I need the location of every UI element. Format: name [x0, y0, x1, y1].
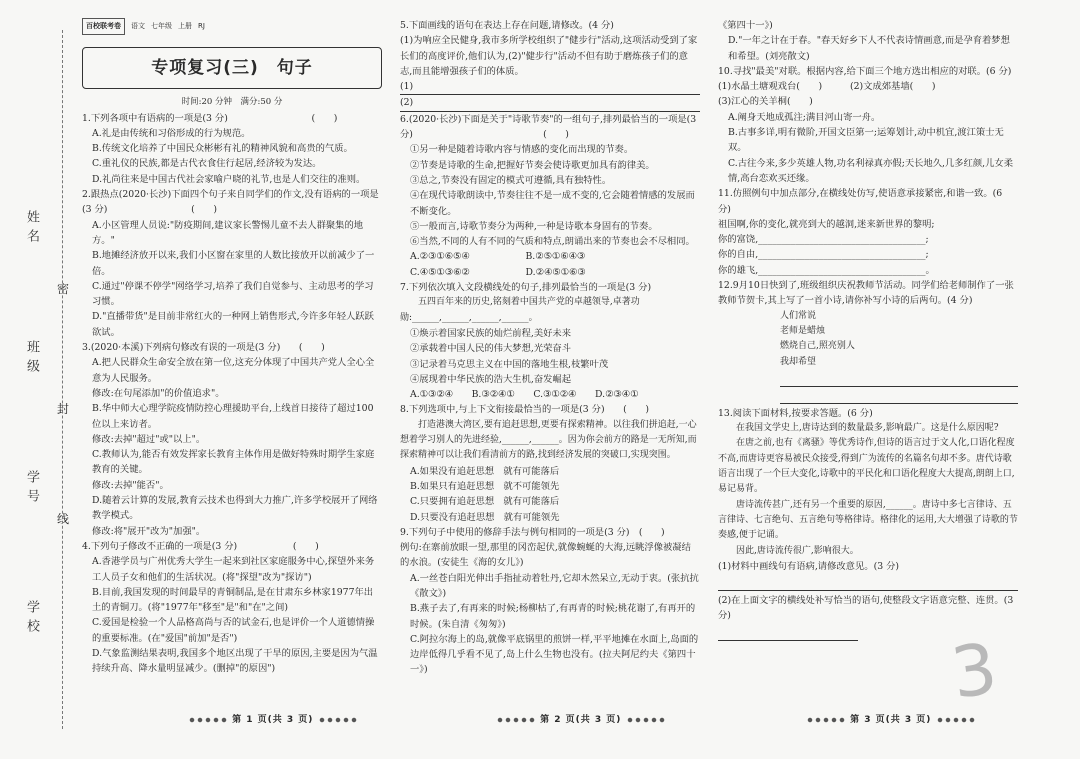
- text-line: (1)水晶土塘观戏台( ) (2)文成郊基墙( ): [718, 81, 936, 93]
- exam-meta: 时间:20 分钟 满分:50 分: [181, 97, 283, 108]
- grade-label: 七年级: [151, 22, 172, 30]
- text-line: A.①③②④ B.③②④① C.③①②④ D.②③④①: [410, 389, 639, 401]
- text-line: A.②③①⑥⑤④ B.②⑤①⑥④③: [410, 251, 586, 263]
- page-1-column: [82, 18, 382, 677]
- text-line: C.只要拥有追赶思想 就有可能落后: [410, 496, 560, 508]
- text-line: D."一年之计在于春。"春天好乡下人不代表诗情画意,而是孕育着梦想和希望。(刘亮散文): [728, 35, 1010, 62]
- page-title: 专项复习(三) 句子: [82, 47, 382, 89]
- number-field: 学号: [24, 470, 39, 508]
- text-line: 5.下面画线的语句在表达上存在问题,请修改。(4 分): [400, 20, 614, 31]
- text-line: D.礼尚往来是中国古代社会家喻户晓的礼节,也是人们交往的准则。: [92, 173, 366, 185]
- text-line: ②承载着中国人民的伟大梦想,光荣奋斗: [410, 343, 572, 355]
- text-line: C.古往今来,多少英雄人物,功名利禄真亦假;天长地久,几多红颜,儿女柔情,高台恋欢买还缘。: [728, 157, 1014, 184]
- text-line: 五四百年来的历史,铭刻着中国共产党的卓越领导,卓著功勋:______,______,______,______。: [400, 297, 640, 323]
- text-line: ①焕示着国家民族的灿烂前程,美好未来: [410, 327, 572, 339]
- text-line: 3.(2020·本溪)下列病句修改有误的一项是(3 分) ( ): [82, 342, 325, 354]
- page-footer-1: 第 1 页(共 3 页): [188, 712, 358, 725]
- answer-line[interactable]: [718, 576, 1018, 591]
- subject-label: 语文: [131, 22, 145, 30]
- text-line: 唐诗流传甚广,还有另一个重要的原因,______。唐诗中多七言律诗、五言律诗、七言绝句、五言绝句等格律诗。格律化的运用,大大增强了诗歌的节奏感,便于记诵。: [718, 499, 1018, 541]
- text-line: 1.下列各项中有语病的一项是(3 分) ( ): [82, 112, 338, 124]
- text-line: B.目前,我国发现的时间最早的青铜制品,是在甘肃东乡林家1977年出土的青铜刀。(将"1977年"移至"是"和"在"之间): [92, 586, 374, 614]
- text-line: ③总之,节奏没有固定的模式可遵循,具有独特性。: [410, 174, 612, 186]
- text-line: 9.下列句子中使用的修辞手法与例句相同的一项是(3 分) ( ): [400, 526, 665, 538]
- text-line: ④展现着中华民族的浩大生机,奋发崛起: [410, 373, 572, 385]
- brand-label: 百校联考卷: [82, 18, 125, 35]
- text-line: 因此,唐诗流传很广,影响很大。: [736, 545, 859, 556]
- answer-line[interactable]: [718, 626, 858, 641]
- text-line: A.礼是由传统和习俗形成的行为规范。: [92, 127, 251, 139]
- text-line: 在我国文学史上,唐诗达到的数量最多,影响最广。这是什么原因呢?: [736, 423, 999, 434]
- text-line: B.华中师大心理学院疫情防控心理援助平台,上线首日接待了超过100位以上来访者。: [92, 403, 374, 430]
- text-line: ⑥当然,不同的人有不同的气质和特点,朗诵出来的节奏也会不尽相同。: [410, 236, 695, 248]
- text-line: (3)江心的关羊桐( ): [718, 96, 813, 108]
- seal-mark-3: 线: [56, 512, 69, 526]
- term-label: 上册: [178, 22, 192, 30]
- text-line: C.重礼仪的民族,都是古代衣食住行起居,经济较为发达。: [92, 158, 322, 170]
- text-line: (2): [400, 95, 700, 111]
- school-field: 学校: [24, 600, 39, 638]
- text-line: C.阿拉尔海上的岛,就像平底锅里的煎饼一样,平平地摊在水面上,岛面的边岸低得几乎看不见了,岛上什么生物也没有。(拉夫阿尼约夫《第四十一》): [410, 633, 699, 676]
- text-line: A.一丝苍白阳光伸出手指扯动着牡丹,它却木然呆立,无动于衷。(张抗抗《散文》): [410, 572, 699, 599]
- text-line: (1): [400, 79, 700, 95]
- text-line: D.随着云计算的发展,教育云技术也得到大力推广,许多学校展开了网络教学模式。: [92, 495, 378, 522]
- text-line: C.通过"停课不停学"网络学习,培养了我们自觉参与、主动思考的学习习惯。: [92, 280, 374, 308]
- text-line: 你的雄飞,____________________________________。: [718, 264, 935, 276]
- text-line: 燃烧自己,照亮别人: [780, 341, 855, 352]
- page-footer-2: 第 2 页(共 3 页): [496, 712, 666, 725]
- text-line: C.④⑤①③⑥② D.②④⑤①⑥③: [410, 266, 586, 278]
- text-line: D.气象监测结果表明,我国多个地区出现了干旱的原因,主要是因为气温持续升高、降水量明显减少。(删掉"的原因"): [92, 647, 378, 675]
- text-line: 4.下列句子修改不正确的一项是(3 分) ( ): [82, 540, 319, 552]
- text-line: 你的富饶,____________________________________;: [718, 234, 929, 246]
- text-line: ①另一种是随着诗歌内容与情感的变化而出现的节奏。: [410, 144, 634, 156]
- text-line: 12.9月10日快到了,班级组织庆祝教师节活动。同学们给老师制作了一张教师节贺卡,其上写了一首小诗,请你补写小诗的后两句。(4 分): [718, 280, 1014, 307]
- text-line: A.把人民群众生命安全放在第一位,这充分体现了中国共产党人全心全意为人民服务。: [92, 357, 375, 384]
- text-line: 7.下列依次填入文段横线处的句子,排列最恰当的一项是(3 分): [400, 282, 652, 294]
- text-line: ③记录着马克思主义在中国的落地生根,枝繁叶茂: [410, 358, 609, 370]
- text-line: (1)材料中画线句有语病,请修改意见。(3 分): [718, 560, 899, 572]
- text-line: 6.(2020·长沙)下面是关于"诗歌节奏"的一组句子,排列最恰当的一项是(3 分) ( ): [400, 113, 697, 141]
- text-line: (1)为响应全民健身,我市多所学校组织了"健步行"活动,这项活动受到了家长们的高度评价,他们认为,(2)"健步行"活动不但有助于磨炼孩子们的意志,而且能增强孩子们的体质。: [400, 35, 698, 77]
- page-footer-3: 第 3 页(共 3 页): [806, 712, 976, 725]
- text-line: A.小区管理人员说:"防疫期间,建议家长警惕儿童不去人群聚集的地方。": [92, 219, 364, 246]
- page-3-column: [718, 18, 1018, 643]
- text-line: B.如果只有追赶思想 就不可能领先: [410, 480, 560, 492]
- text-line: 打造港澳大湾区,要有追赶思想,更要有探索精神。以往我们拼追赶,一心想着学习别人的先进经验,______,______。因为你会前方的路是一无所知,而探索精神可以让我们看清前方的路,找到经济发展的突破口,实现突围。: [400, 419, 697, 461]
- text-line: D."直播带货"是目前非常红火的一种网上销售形式,今许多年轻人跃跃欲试。: [92, 311, 374, 338]
- text-line: B.传统文化培养了中国民众彬彬有礼的精神风貌和高贵的气质。: [92, 143, 353, 155]
- text-line: ②节奏是诗歌的生命,把握好节奏会使诗歌更加具有韵律美。: [410, 159, 655, 171]
- text-line: 在唐之前,也有《离骚》等优秀诗作,但诗的语言过于文人化,口语化程度不高,而唐诗更容易被民众接受,得到广为流传的名篇名句却不多。唐代诗歌语言出现了一个巨大变化,诗歌中的平民化和口语化程度大大提高,朗朗上口,易记易背。: [718, 438, 1015, 495]
- class-field: 班级: [24, 340, 39, 378]
- text-line: 10.寻找"最美"对联。根据内容,给下面三个地方选出相应的对联。(6 分): [718, 65, 1012, 77]
- seal-mark-2: 封: [56, 402, 69, 416]
- binding-dashed-line: [62, 30, 63, 729]
- text-line: A.香港学员与广州优秀大学生一起来到社区家庭服务中心,探望外来务工人员子女和他们的生活状况。(将"探望"改为"探访"): [92, 556, 375, 583]
- text-line: C.爱国是检验一个人品格高尚与否的试金石,也是评价一个人道德情操的重要标准。(在"爱国"前加"是否"): [92, 617, 375, 644]
- edition-label: RJ: [198, 22, 205, 30]
- text-line: 修改:在句尾添加"的价值追求"。: [92, 387, 225, 399]
- text-line: B.地摊经济放开以来,我们小区窗在家里的人数比接放开以前减少了一倍。: [92, 250, 375, 277]
- text-line: B.燕子去了,有再来的时候;杨柳枯了,有再青的时候;桃花谢了,有再开的时候。(朱自清《匆匆》): [410, 603, 696, 630]
- text-line: 2.跟热点(2020·长沙)下面四个句子来自同学们的作文,没有语病的一项是(3 分) ( ): [82, 189, 379, 216]
- text-line: D.只要没有追赶思想 就有可能领先: [410, 511, 560, 523]
- text-line: ⑤一般而言,诗歌节奏分为两种,一种是诗歌本身固有的节奏。: [410, 220, 658, 232]
- text-line: 祖国啊,你的变化,就亮到大的越洞,迷来新世界的黎明;: [718, 218, 935, 230]
- text-line: 8.下列选项中,与上下文衔接最恰当的一项是(3 分) ( ): [400, 404, 650, 416]
- text-line: 11.仿照例句中加点部分,在横线处仿写,使语意承接紧密,和谐一致。(6 分): [718, 188, 1003, 215]
- text-line: B.古事多详,明有微阶,开国文臣第一;运筹划计,动中机宜,渡江策士无双。: [728, 127, 1004, 154]
- text-line: 例句:在寨前放眼一望,那里的冈峦起伏,就像蜿蜒的大海,远眺浮像被凝结的水浪。(安徒生《海的女儿》): [400, 542, 691, 569]
- text-line: ④在现代诗歌朗读中,节奏往往不是一成不变的,它会随着情感的发展而不断变化。: [410, 190, 695, 217]
- text-line: 老师是蜡烛: [780, 325, 826, 336]
- text-line: A.如果没有追赶思想 就有可能落后: [410, 465, 560, 477]
- binding-margin: [0, 0, 70, 759]
- text-line: 我却希望: [780, 356, 817, 367]
- text-line: 修改:去掉"能否"。: [92, 479, 169, 491]
- text-line: A.阐身天地成孤注;满目河山寄一舟。: [728, 111, 881, 123]
- answer-line[interactable]: [780, 389, 1018, 404]
- text-line: 13.阅读下面材料,按要求答题。(6 分): [718, 407, 873, 419]
- text-line: C.教师认为,能否有效发挥家长教育主体作用是做好特殊时期学生家庭教育的关键。: [92, 449, 375, 476]
- name-field: 姓名: [24, 210, 39, 248]
- answer-line[interactable]: [780, 372, 1018, 387]
- text-line: 修改:去掉"超过"或"以上"。: [92, 433, 206, 445]
- page-2-column: [400, 18, 700, 678]
- handwritten-score-mark: 3: [946, 627, 1003, 715]
- text-line: 《第四十一》): [718, 20, 773, 31]
- text-line: (2)在上面文字的横线处补写恰当的语句,使整段文字语意完整、连贯。(3 分): [718, 595, 1014, 622]
- text-line: 你的自由,____________________________________;: [718, 249, 929, 261]
- text-line: 人们常说: [780, 310, 817, 321]
- page-header: [82, 18, 382, 35]
- text-line: 修改:将"展开"改为"加强"。: [92, 525, 206, 537]
- seal-mark-1: 密: [56, 282, 69, 296]
